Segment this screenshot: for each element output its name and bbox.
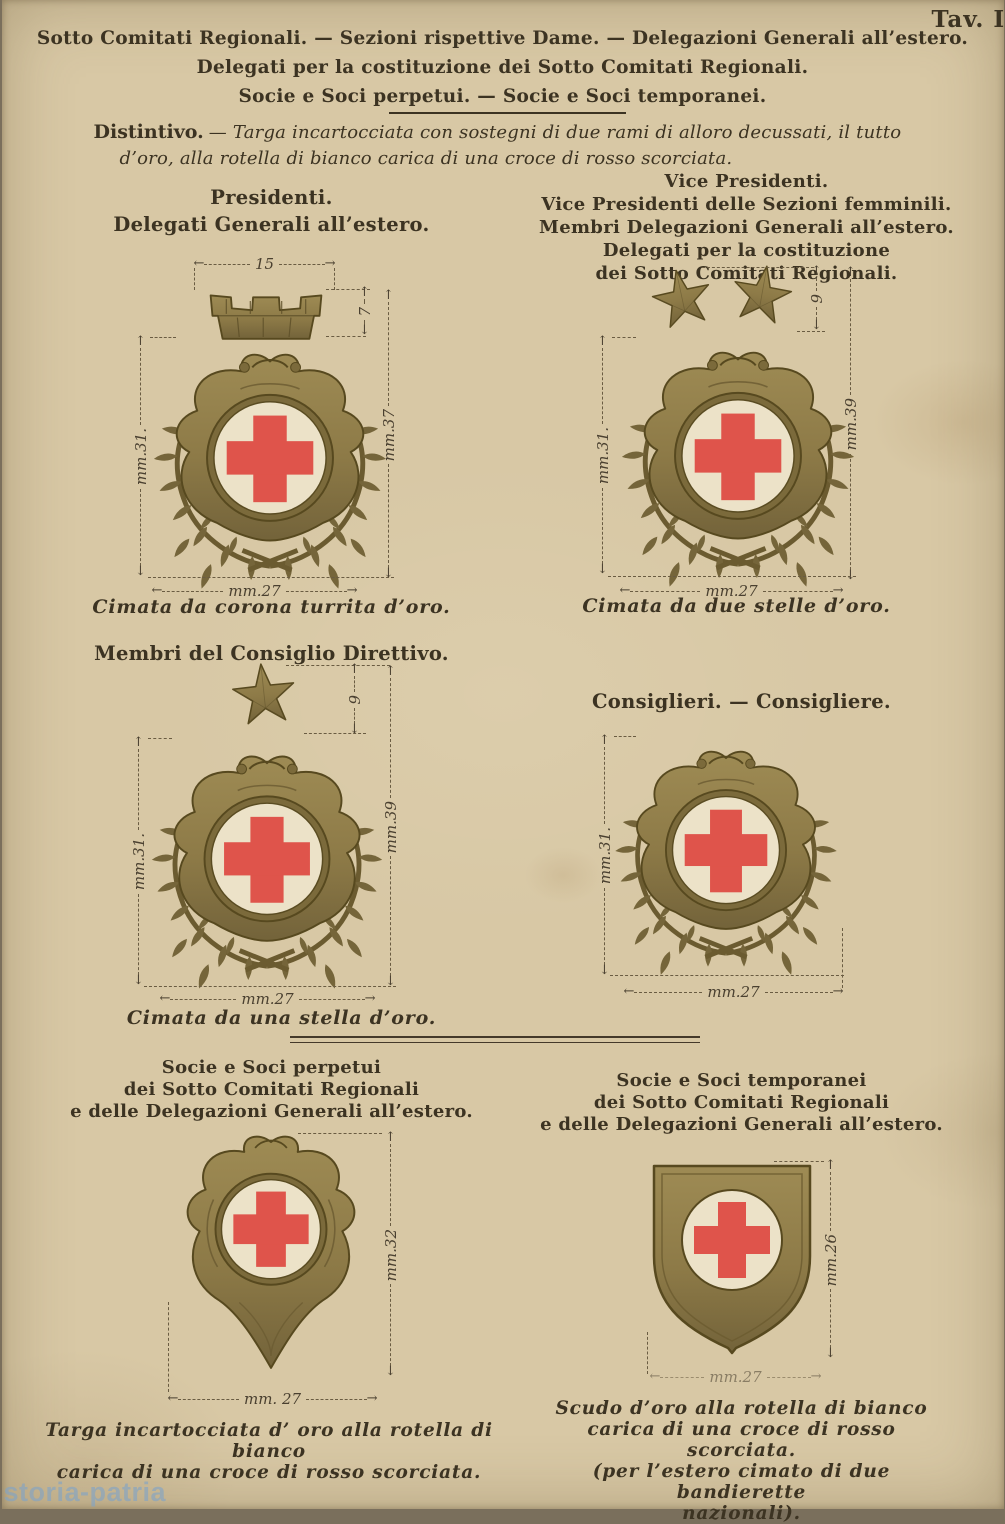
dim-left-height: ↑ mm.31. ↓ xyxy=(130,737,148,987)
dim-right-height: ↑ mm.39 ↓ xyxy=(382,666,400,988)
badge-title-presidenti: Presidenti. Delegati Generali all’estero. xyxy=(82,184,462,238)
header-line-1: Sotto Comitati Regionali. — Sezioni rispettive Dame. — Delegazioni Generali all’estero. xyxy=(2,28,1004,49)
dim-crest-height: ↑ 9 ↓ xyxy=(346,664,364,736)
dim-guide xyxy=(334,268,335,290)
badge-title-soci-perpetui: Socie e Soci perpetui dei Sotto Comitati Regionali e delle Delegazioni Generali all’estero. xyxy=(57,1057,487,1123)
dim-bottom-width: ← mm.27 → xyxy=(650,1369,822,1385)
distintivo-line-2: d’oro, alla rotella di bianco carica di una croce di rosso scorciata. xyxy=(120,148,733,169)
dim-left-height: ↑ mm.31. ↓ xyxy=(132,336,150,578)
badge-soci-temporanei-illustration xyxy=(644,1156,820,1360)
badge-title-soci-temporanei: Socie e Soci temporanei dei Sotto Comitati Regionali e delle Delegazioni Generali all’estero. xyxy=(527,1070,957,1136)
dim-crest-height: ↑ 9 ↓ xyxy=(808,266,826,332)
dim-bottom-width: ← mm. 27 → xyxy=(168,1391,378,1407)
dim-guide xyxy=(194,268,195,290)
star-icon xyxy=(644,262,719,334)
header-line-3: Socie e Soci perpetui. — Socie e Soci temporanei. xyxy=(2,86,1004,107)
badge-caption-soci-perpetui: Targa incartocciata d’ oro alla rotella di bianco carica di una croce di rosso scorciata. xyxy=(37,1420,502,1483)
badge-caption-presidenti: Cimata da corona turrita d’oro. xyxy=(87,597,457,618)
badge-caption-soci-temporanei: Scudo d’oro alla rotella di bianco carica di una croce di rosso scorciata. (per l’estero cimato di due bandierette nazionali). xyxy=(530,1398,954,1524)
star-icon xyxy=(226,659,300,730)
dim-guide xyxy=(608,576,856,577)
dim-guide xyxy=(144,986,396,987)
dim-guide xyxy=(614,736,636,737)
badge-vice-presidenti-illustration xyxy=(610,326,866,572)
dim-guide xyxy=(148,738,172,739)
dim-top-width: ← 15 → xyxy=(194,256,336,272)
dim-guide xyxy=(702,267,814,268)
badge-title-membri-consiglio: Membri del Consiglio Direttivo. xyxy=(87,640,457,667)
dim-guide xyxy=(168,1302,169,1392)
watermark: storia-patria xyxy=(4,1477,167,1508)
dim-right-height: ↑ mm.26 ↓ xyxy=(822,1160,840,1360)
dim-right-height: ↑ mm.39 ↓ xyxy=(842,267,860,582)
section-divider xyxy=(290,1036,700,1043)
badge-caption-membri-consiglio: Cimata da una stella d’oro. xyxy=(97,1008,467,1029)
dim-crest-height: ↑ 7 ↓ xyxy=(356,287,374,337)
dim-guide xyxy=(842,928,843,988)
dim-left-height: ↑ mm.31. ↓ xyxy=(594,336,612,576)
dim-guide xyxy=(150,337,176,338)
star-icon xyxy=(725,259,798,329)
dim-right-height: ↑ mm.32 ↓ xyxy=(382,1132,400,1378)
badge-membri-consiglio-illustration xyxy=(140,730,394,974)
distintivo-label: Distintivo. xyxy=(94,121,204,143)
dim-guide xyxy=(612,337,636,338)
distintivo-line-1 xyxy=(94,121,902,143)
dim-bottom-width: ← mm.27 → xyxy=(620,583,844,599)
dim-guide xyxy=(286,665,390,666)
badge-consiglieri-illustration xyxy=(604,726,848,961)
dim-right-height: ↑ mm.37 ↓ xyxy=(380,290,398,580)
dim-guide xyxy=(298,1133,382,1134)
dim-bottom-width: ← mm.27 → xyxy=(160,991,376,1007)
header-line-2: Delegati per la costituzione dei Sotto Comitati Regionali. xyxy=(2,57,1004,78)
header-underline xyxy=(389,112,626,114)
plate-page xyxy=(2,0,1004,1509)
badge-soci-perpetui-illustration xyxy=(164,1126,378,1380)
dim-bottom-width: ← mm.27 → xyxy=(152,583,358,599)
dim-left-height: ↑ mm.31. ↓ xyxy=(596,735,614,977)
badge-presidenti-illustration xyxy=(142,328,398,574)
distintivo-text: — Targa incartocciata con sostegni di due rami di alloro decussati, il tutto xyxy=(209,122,902,143)
dim-guide xyxy=(647,1332,648,1374)
badge-title-vice-presidenti: Vice Presidenti. Vice Presidenti delle Sezioni femminili. Membri Delegazioni Generali all’estero. Delegati per la costituzione dei Sotto Comitati Regionali. xyxy=(527,170,967,285)
dim-guide xyxy=(610,975,844,976)
plate-number: Tav. I xyxy=(932,6,1005,33)
badge-caption-vice-presidenti: Cimata da due stelle d’oro. xyxy=(562,596,912,617)
badge-title-consiglieri: Consiglieri. — Consigliere. xyxy=(557,688,927,715)
dim-guide xyxy=(148,577,394,578)
dim-guide xyxy=(774,1161,824,1162)
dim-bottom-width: ← mm.27 → xyxy=(624,984,844,1000)
